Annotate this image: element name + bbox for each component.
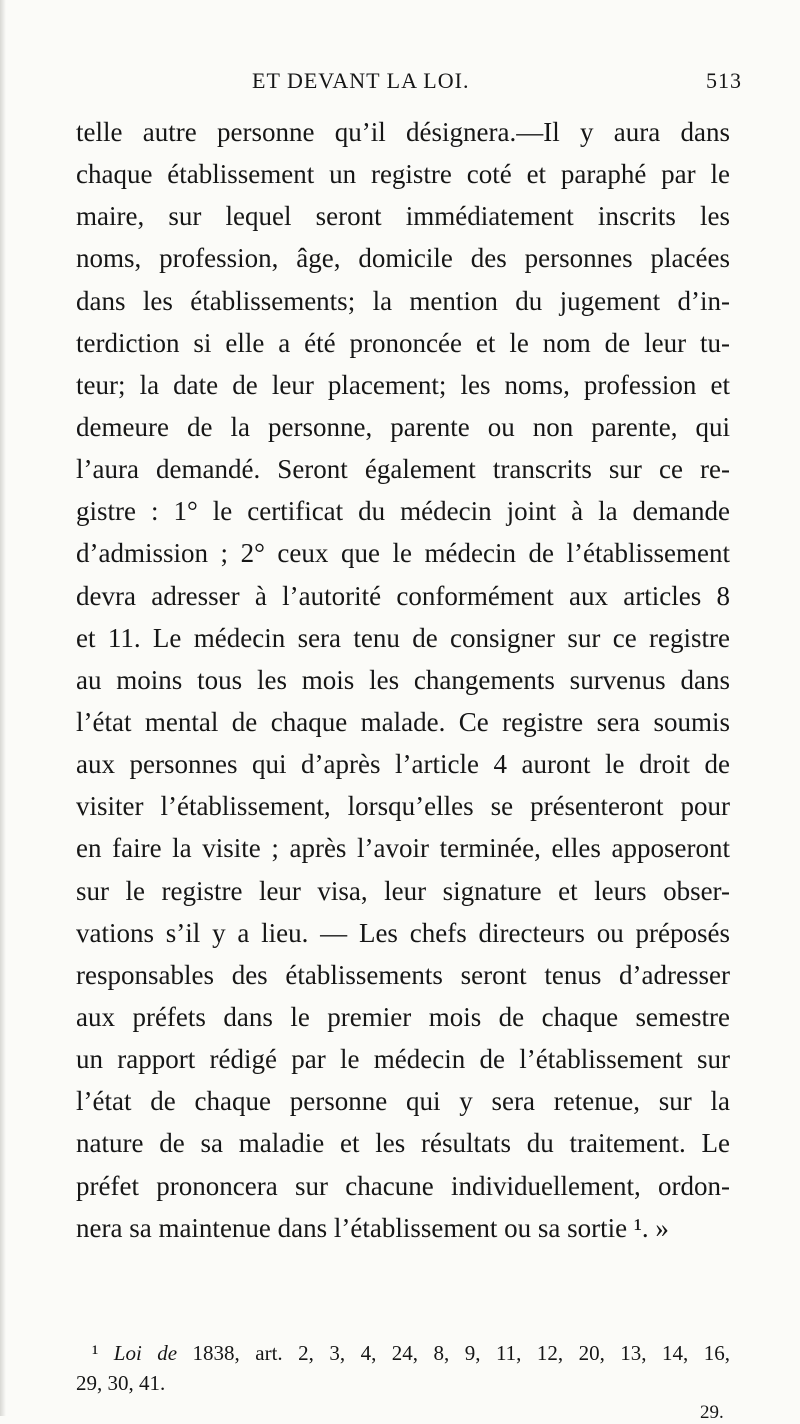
text-line: demeure de la personne, parente ou non parente, qui	[76, 411, 730, 442]
text-line: nera sa maintenue dans l’établissement ou sa sortie ¹. »	[76, 1212, 669, 1243]
running-header	[0, 68, 800, 100]
text-line: préfet prononcera sur chacune individuellement, ordon-	[76, 1170, 730, 1201]
page-gutter-shadow	[0, 0, 6, 1416]
footnote-line	[76, 1338, 730, 1368]
text-line: vations s’il y a lieu. — Les chefs directeurs ou préposés	[76, 917, 730, 948]
text-line: dans les établissements; la mention du jugement d’in-	[76, 285, 730, 316]
footnote-marker: ¹	[92, 1341, 99, 1365]
footnote-article-list: 1838, art. 2, 3, 4, 24, 8, 9, 11, 12, 20, 13, 14, 16,	[192, 1341, 730, 1365]
text-line: noms, profession, âge, domicile des personnes placées	[76, 243, 730, 274]
running-title: ET DEVANT LA LOI.	[252, 68, 470, 93]
signature-mark: 29.	[700, 1402, 724, 1423]
text-line: chaque établissement un registre coté et paraphé par le	[76, 159, 730, 190]
page-number: 513	[706, 68, 742, 93]
text-line: l’aura demandé. Seront également transcrits sur ce re-	[76, 454, 730, 485]
text-line: visiter l’établissement, lorsqu’elles se présenteront pour	[76, 791, 730, 822]
text-line: devra adresser à l’autorité conformément aux articles 8	[76, 580, 730, 611]
text-line: au moins tous les mois les changements survenus dans	[76, 664, 730, 695]
text-line: l’état mental de chaque malade. Ce registre sera soumis	[76, 706, 730, 737]
text-line: responsables des établissements seront tenus d’adresser	[76, 959, 730, 990]
footnote	[76, 1338, 730, 1398]
text-line: terdiction si elle a été prononcée et le nom de leur tu-	[76, 327, 730, 358]
text-line: en faire la visite ; après l’avoir terminée, elles apposeront	[76, 833, 730, 864]
text-line: telle autre personne qu’il désignera.—Il y aura dans	[76, 117, 730, 147]
text-line: l’état de chaque personne qui y sera retenue, sur la	[76, 1086, 730, 1117]
text-line: d’admission ; 2° ceux que le médecin de l’établissement	[76, 538, 730, 569]
text-line: aux personnes qui d’après l’article 4 auront le droit de	[76, 749, 730, 780]
text-line: et 11. Le médecin sera tenu de consigner sur ce registre	[76, 622, 730, 653]
text-line: un rapport rédigé par le médecin de l’établissement sur	[76, 1044, 730, 1075]
footnote-line: 29, 30, 41.	[76, 1371, 166, 1395]
text-line: sur le registre leur visa, leur signature et leurs obser-	[76, 875, 730, 906]
footnote-law-ref: Loi de	[113, 1341, 178, 1365]
body-text	[76, 111, 730, 1249]
text-line: nature de sa maladie et les résultats du traitement. Le	[76, 1128, 730, 1159]
text-line: maire, sur lequel seront immédiatement inscrits les	[76, 201, 730, 232]
text-line: gistre : 1° le certificat du médecin joint à la demande	[76, 496, 730, 527]
text-line: teur; la date de leur placement; les noms, profession et	[76, 369, 730, 400]
text-line: aux préfets dans le premier mois de chaque semestre	[76, 1001, 730, 1032]
